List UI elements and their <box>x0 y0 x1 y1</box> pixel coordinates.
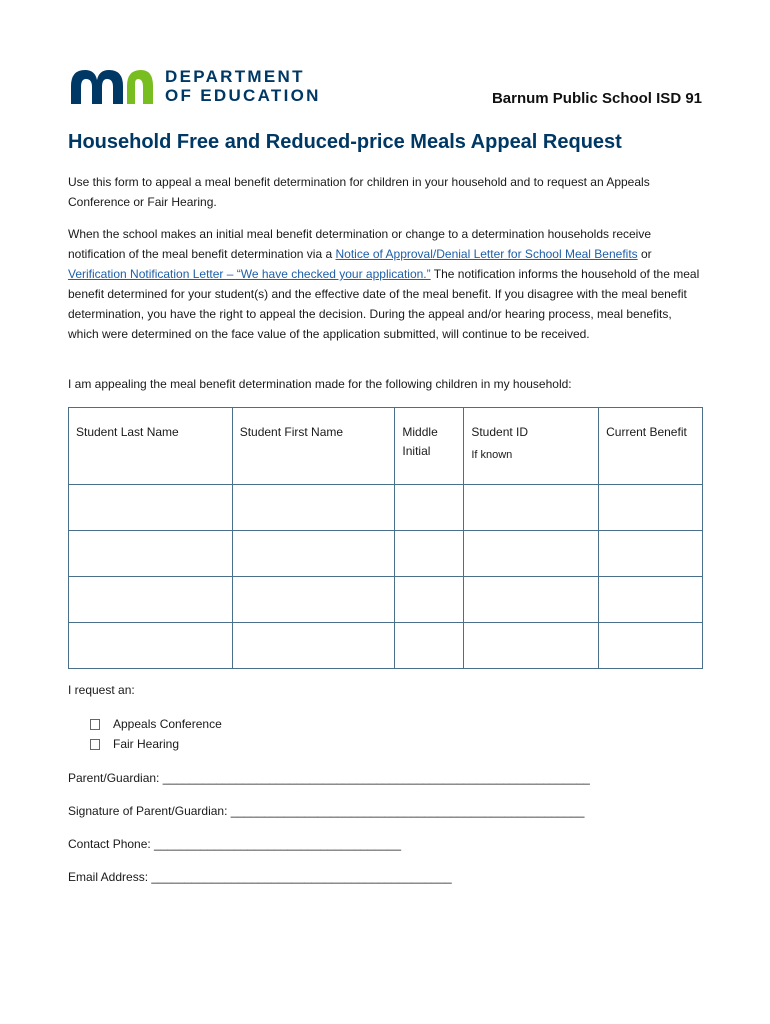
logo-line-1: DEPARTMENT <box>165 67 305 86</box>
current-benefit-cell[interactable] <box>599 531 703 577</box>
table-row <box>69 531 703 577</box>
fair-hearing-label: Fair Hearing <box>113 737 180 751</box>
approval-denial-letter-link[interactable]: Notice of Approval/Denial Letter for School Meal Benefits <box>335 247 638 261</box>
middle-initial-cell[interactable] <box>395 485 464 531</box>
table-header-row <box>69 408 703 485</box>
school-name: Barnum Public School ISD 91 <box>491 90 702 107</box>
appeals-conference-option[interactable] <box>90 717 222 731</box>
fair-hearing-option[interactable] <box>90 737 179 751</box>
header-student-id-label: Student ID <box>471 425 529 439</box>
appeals-conference-label: Appeals Conference <box>113 717 222 731</box>
request-label: I request an: <box>68 683 135 697</box>
current-benefit-cell[interactable] <box>599 577 703 623</box>
signature-field[interactable]: Signature of Parent/Guardian: _____________________________________________________ <box>68 804 585 818</box>
appeal-intro: I am appealing the meal benefit determination made for the following children in my household: <box>68 377 572 391</box>
header-last-name: Student Last Name <box>69 408 233 485</box>
paragraph-text: When the school makes an initial meal benefit determination or change to a determination households receive notification of the meal benefit determination via a <box>68 227 652 261</box>
student-id-cell[interactable] <box>464 531 599 577</box>
intro-paragraph: Use this form to appeal a meal benefit determination for children in your household and to request an Appeals Conference or Fair Hearing. <box>68 175 650 209</box>
student-id-cell[interactable] <box>464 485 599 531</box>
students-table <box>68 407 703 669</box>
department-logo <box>69 66 321 106</box>
notification-paragraph <box>68 224 704 344</box>
last-name-cell[interactable] <box>69 577 233 623</box>
middle-initial-cell[interactable] <box>395 577 464 623</box>
page-title: Household Free and Reduced-price Meals Appeal Request <box>68 131 622 153</box>
last-name-cell[interactable] <box>69 623 233 669</box>
student-id-note: If known <box>471 449 513 461</box>
middle-initial-cell[interactable] <box>395 531 464 577</box>
table-row <box>69 485 703 531</box>
first-name-cell[interactable] <box>232 577 395 623</box>
appeals-conference-checkbox[interactable] <box>90 719 100 730</box>
current-benefit-cell[interactable] <box>599 485 703 531</box>
verification-letter-link[interactable]: Verification Notification Letter – “We have checked your application.” <box>68 267 431 281</box>
header-first-name: Student First Name <box>232 408 395 485</box>
header-current-benefit: Current Benefit <box>599 408 703 485</box>
first-name-cell[interactable] <box>232 623 395 669</box>
header-middle-initial: Middle Initial <box>395 408 464 485</box>
table-row <box>69 623 703 669</box>
paragraph-text: The notification informs the household of the meal benefit determined for your student(s) and the effective date of the meal benefit. If you disagree with the meal benefit determination, you have the right to appeal the decision. During the appeal and/or hearing process, meal benefits, which were determined on the face value of the application submitted, will continue to be received. <box>68 267 700 341</box>
logo-line-2: OF EDUCATION <box>165 86 321 105</box>
paragraph-text: or <box>637 247 652 261</box>
email-address-field[interactable]: Email Address: _____________________________________________ <box>68 870 452 884</box>
contact-phone-field[interactable]: Contact Phone: _____________________________________ <box>68 837 401 851</box>
current-benefit-cell[interactable] <box>599 623 703 669</box>
first-name-cell[interactable] <box>232 485 395 531</box>
mn-logo-icon <box>69 66 155 106</box>
parent-guardian-field[interactable]: Parent/Guardian: ________________________________________________________________ <box>68 771 590 785</box>
last-name-cell[interactable] <box>69 485 233 531</box>
first-name-cell[interactable] <box>232 531 395 577</box>
middle-initial-cell[interactable] <box>395 623 464 669</box>
student-id-cell[interactable] <box>464 623 599 669</box>
table-row <box>69 577 703 623</box>
fair-hearing-checkbox[interactable] <box>90 739 100 750</box>
last-name-cell[interactable] <box>69 531 233 577</box>
header-student-id <box>464 408 599 485</box>
logo-text <box>165 67 321 105</box>
student-id-cell[interactable] <box>464 577 599 623</box>
